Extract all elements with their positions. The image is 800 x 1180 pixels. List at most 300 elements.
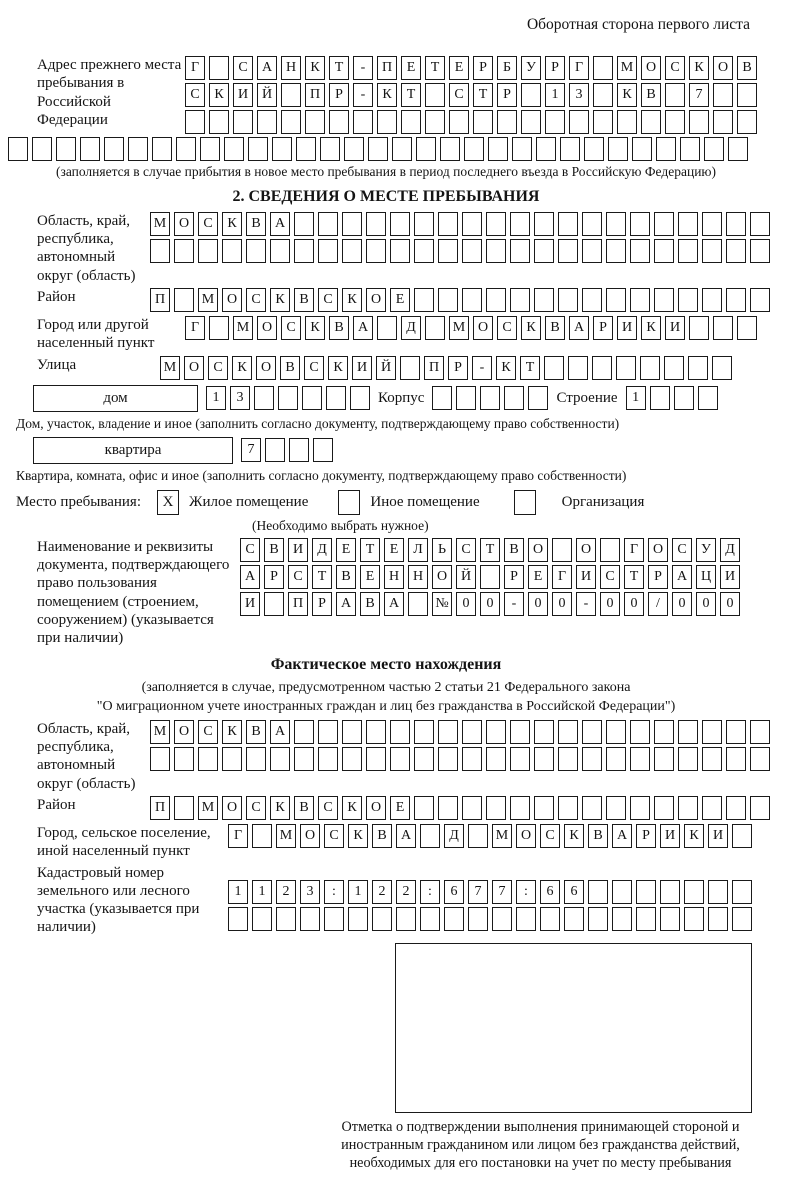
- char-cell: [612, 880, 632, 904]
- char-cell: [512, 137, 532, 161]
- char-cell: [504, 386, 524, 410]
- char-cell: [593, 56, 613, 80]
- actual-location-note-2: "О миграционном учете иностранных граждан и лиц без гражданства в Российской Федерации"): [96, 698, 676, 714]
- char-cell: Б: [497, 56, 517, 80]
- char-cell: [366, 239, 386, 263]
- char-cell: [680, 137, 700, 161]
- char-cell: С: [540, 824, 560, 848]
- char-cell: 6: [564, 880, 584, 904]
- char-cell: [702, 288, 722, 312]
- char-cell: 3: [300, 880, 320, 904]
- document-field: [8, 538, 764, 648]
- char-cell: Д: [720, 538, 740, 562]
- char-cell: [302, 386, 322, 410]
- char-cell: [726, 796, 746, 820]
- char-cell: П: [288, 592, 308, 616]
- char-cell: [150, 239, 170, 263]
- char-cell: [350, 386, 370, 410]
- char-cell: [678, 747, 698, 771]
- option-org-label: Организация: [561, 493, 645, 510]
- checkbox-zhiloe: X: [157, 490, 179, 515]
- char-cell: [702, 239, 722, 263]
- char-cell: [294, 239, 314, 263]
- char-cell: [684, 880, 704, 904]
- char-cell: [462, 747, 482, 771]
- char-cell: [510, 212, 530, 236]
- house-note: Дом, участок, владение и иное (заполнить согласно документу, подтверждающему право собственности): [16, 415, 620, 431]
- char-cell: [305, 110, 325, 134]
- char-cell: В: [545, 316, 565, 340]
- char-cell: С: [233, 56, 253, 80]
- char-cell: Ь: [432, 538, 452, 562]
- char-cell: Р: [636, 824, 656, 848]
- char-cell: [545, 110, 565, 134]
- char-cell: [473, 110, 493, 134]
- char-cell: О: [257, 316, 277, 340]
- char-cell: [582, 239, 602, 263]
- char-cell: [702, 720, 722, 744]
- char-cell: [713, 110, 733, 134]
- char-cell: С: [449, 83, 469, 107]
- char-cell: [708, 880, 728, 904]
- char-cell: [510, 720, 530, 744]
- char-cell: К: [342, 288, 362, 312]
- region-field: [8, 212, 764, 285]
- char-cell: [222, 239, 242, 263]
- char-cell: Р: [648, 565, 668, 589]
- actual-district-label: Район: [37, 797, 76, 813]
- char-cell: [486, 796, 506, 820]
- char-cell: [246, 239, 266, 263]
- char-cell: [486, 239, 506, 263]
- checkbox-org: [514, 490, 536, 515]
- char-cell: [486, 720, 506, 744]
- char-cell: Т: [360, 538, 380, 562]
- char-cell: [233, 110, 253, 134]
- char-cell: 0: [696, 592, 716, 616]
- document-rows: [240, 538, 740, 616]
- char-cell: К: [270, 796, 290, 820]
- char-cell: [558, 796, 578, 820]
- char-cell: В: [294, 796, 314, 820]
- char-cell: [702, 212, 722, 236]
- char-cell: [674, 386, 694, 410]
- char-cell: С: [246, 288, 266, 312]
- house-box: дом: [33, 385, 198, 412]
- char-cell: [558, 212, 578, 236]
- char-cell: [582, 212, 602, 236]
- char-cell: [712, 356, 732, 380]
- char-cell: [664, 356, 684, 380]
- char-cell: [396, 907, 416, 931]
- char-cell: 0: [624, 592, 644, 616]
- char-cell: Г: [185, 316, 205, 340]
- char-cell: К: [684, 824, 704, 848]
- char-cell: М: [150, 212, 170, 236]
- char-cell: [534, 720, 554, 744]
- char-cell: 1: [545, 83, 565, 107]
- char-cell: В: [280, 356, 300, 380]
- char-cell: [265, 438, 285, 462]
- char-cell: 7: [492, 880, 512, 904]
- char-cell: [344, 137, 364, 161]
- char-cell: Г: [228, 824, 248, 848]
- char-cell: [248, 137, 268, 161]
- char-cell: -: [576, 592, 596, 616]
- char-cell: [464, 137, 484, 161]
- char-cell: [534, 212, 554, 236]
- char-cell: [416, 137, 436, 161]
- char-cell: В: [641, 83, 661, 107]
- char-cell: Й: [257, 83, 277, 107]
- char-cell: [732, 880, 752, 904]
- char-cell: 2: [372, 880, 392, 904]
- document-row-2: [240, 565, 740, 589]
- char-cell: И: [288, 538, 308, 562]
- char-cell: [152, 137, 172, 161]
- char-cell: [584, 137, 604, 161]
- char-cell: [414, 796, 434, 820]
- char-cell: С: [281, 316, 301, 340]
- char-cell: В: [246, 212, 266, 236]
- char-cell: В: [504, 538, 524, 562]
- char-cell: [592, 356, 612, 380]
- char-cell: [606, 796, 626, 820]
- stay-type-label: Место пребывания:: [16, 493, 141, 510]
- char-cell: [313, 438, 333, 462]
- char-cell: И: [240, 592, 260, 616]
- char-cell: [390, 239, 410, 263]
- char-cell: [366, 720, 386, 744]
- char-cell: П: [150, 796, 170, 820]
- char-cell: [654, 239, 674, 263]
- char-cell: Г: [185, 56, 205, 80]
- page-corner-note: Оборотная сторона первого листа: [526, 16, 750, 33]
- char-cell: /: [648, 592, 668, 616]
- char-cell: В: [294, 288, 314, 312]
- char-cell: П: [377, 56, 397, 80]
- char-cell: К: [270, 288, 290, 312]
- char-cell: [593, 110, 613, 134]
- char-cell: [678, 288, 698, 312]
- char-cell: [353, 110, 373, 134]
- char-cell: [665, 110, 685, 134]
- char-cell: [582, 288, 602, 312]
- char-cell: [558, 720, 578, 744]
- char-cell: [264, 592, 284, 616]
- char-cell: К: [209, 83, 229, 107]
- char-cell: [56, 137, 76, 161]
- char-cell: Е: [449, 56, 469, 80]
- char-cell: С: [208, 356, 228, 380]
- char-cell: К: [564, 824, 584, 848]
- char-cell: [510, 288, 530, 312]
- char-cell: А: [240, 565, 260, 589]
- char-cell: К: [305, 316, 325, 340]
- char-cell: Т: [329, 56, 349, 80]
- char-cell: О: [174, 720, 194, 744]
- char-cell: [630, 796, 650, 820]
- char-cell: 1: [626, 386, 646, 410]
- char-cell: О: [648, 538, 668, 562]
- char-cell: [510, 239, 530, 263]
- char-cell: -: [504, 592, 524, 616]
- char-cell: [414, 747, 434, 771]
- char-cell: К: [222, 720, 242, 744]
- char-cell: [390, 212, 410, 236]
- char-cell: К: [232, 356, 252, 380]
- char-cell: Р: [497, 83, 517, 107]
- char-cell: С: [497, 316, 517, 340]
- char-cell: М: [276, 824, 296, 848]
- char-cell: [750, 239, 770, 263]
- city-field: [8, 316, 764, 353]
- char-cell: П: [305, 83, 325, 107]
- char-cell: М: [617, 56, 637, 80]
- char-cell: [318, 720, 338, 744]
- char-cell: -: [472, 356, 492, 380]
- char-cell: [534, 796, 554, 820]
- char-cell: [342, 747, 362, 771]
- stamp-box: [395, 943, 752, 1113]
- street-field: [8, 356, 764, 380]
- region-row-2: [150, 239, 770, 263]
- char-cell: [392, 137, 412, 161]
- char-cell: 3: [230, 386, 250, 410]
- char-cell: [510, 796, 530, 820]
- char-cell: [726, 212, 746, 236]
- char-cell: [630, 288, 650, 312]
- char-cell: [660, 880, 680, 904]
- char-cell: [641, 110, 661, 134]
- char-cell: [174, 288, 194, 312]
- stay-type-row: [16, 490, 764, 515]
- cadastral-row-1: [228, 880, 752, 904]
- char-cell: [366, 212, 386, 236]
- prev-address-row-2: [185, 83, 757, 107]
- char-cell: Е: [401, 56, 421, 80]
- char-cell: [492, 907, 512, 931]
- char-cell: Й: [376, 356, 396, 380]
- char-cell: [254, 386, 274, 410]
- char-cell: Н: [281, 56, 301, 80]
- char-cell: [318, 212, 338, 236]
- document-row-1: [240, 538, 740, 562]
- char-cell: №: [432, 592, 452, 616]
- actual-region-field: [8, 720, 764, 793]
- char-cell: [270, 239, 290, 263]
- char-cell: Г: [624, 538, 644, 562]
- char-cell: 7: [241, 438, 261, 462]
- char-cell: [174, 796, 194, 820]
- char-cell: А: [353, 316, 373, 340]
- char-cell: [278, 386, 298, 410]
- char-cell: [377, 316, 397, 340]
- char-cell: Т: [312, 565, 332, 589]
- char-cell: Д: [312, 538, 332, 562]
- char-cell: В: [360, 592, 380, 616]
- char-cell: :: [324, 880, 344, 904]
- char-cell: Т: [520, 356, 540, 380]
- char-cell: [348, 907, 368, 931]
- char-cell: А: [396, 824, 416, 848]
- char-cell: Е: [360, 565, 380, 589]
- char-cell: [281, 83, 301, 107]
- char-cell: К: [328, 356, 348, 380]
- char-cell: Ц: [696, 565, 716, 589]
- char-cell: [678, 796, 698, 820]
- char-cell: Т: [401, 83, 421, 107]
- char-cell: [713, 83, 733, 107]
- char-cell: [272, 137, 292, 161]
- house-line: [33, 385, 764, 412]
- char-cell: [438, 796, 458, 820]
- char-cell: А: [569, 316, 589, 340]
- char-cell: В: [588, 824, 608, 848]
- char-cell: [438, 288, 458, 312]
- char-cell: [678, 239, 698, 263]
- char-cell: [209, 316, 229, 340]
- char-cell: К: [689, 56, 709, 80]
- char-cell: [702, 747, 722, 771]
- char-cell: В: [264, 538, 284, 562]
- char-cell: [726, 288, 746, 312]
- char-cell: С: [288, 565, 308, 589]
- char-cell: [630, 212, 650, 236]
- char-cell: [606, 720, 626, 744]
- char-cell: К: [348, 824, 368, 848]
- char-cell: [488, 137, 508, 161]
- char-cell: С: [324, 824, 344, 848]
- char-cell: [209, 56, 229, 80]
- char-cell: С: [665, 56, 685, 80]
- char-cell: [425, 110, 445, 134]
- char-cell: [630, 747, 650, 771]
- char-cell: 6: [444, 880, 464, 904]
- char-cell: Д: [401, 316, 421, 340]
- actual-region-row-2: [150, 747, 770, 771]
- char-cell: [425, 316, 445, 340]
- char-cell: [150, 747, 170, 771]
- char-cell: [246, 747, 266, 771]
- char-cell: [654, 288, 674, 312]
- char-cell: [372, 907, 392, 931]
- char-cell: Р: [448, 356, 468, 380]
- prev-address-row-1: [185, 56, 757, 80]
- char-cell: [582, 720, 602, 744]
- stroenie-cells: [626, 386, 718, 410]
- char-cell: В: [246, 720, 266, 744]
- district-row: [150, 288, 770, 312]
- char-cell: Р: [329, 83, 349, 107]
- char-cell: [462, 796, 482, 820]
- char-cell: О: [432, 565, 452, 589]
- char-cell: [462, 288, 482, 312]
- char-cell: С: [456, 538, 476, 562]
- char-cell: [732, 907, 752, 931]
- char-cell: [329, 110, 349, 134]
- char-cell: А: [384, 592, 404, 616]
- char-cell: [616, 356, 636, 380]
- document-label: Наименование и реквизиты документа, подтверждающего право пользования помещением (строением, сооружением) (указывается при наличии): [37, 538, 230, 647]
- char-cell: 0: [672, 592, 692, 616]
- char-cell: [617, 110, 637, 134]
- char-cell: О: [576, 538, 596, 562]
- char-cell: В: [329, 316, 349, 340]
- document-row-3: [240, 592, 740, 616]
- cadastral-field: [8, 864, 764, 937]
- char-cell: Р: [264, 565, 284, 589]
- char-cell: А: [270, 212, 290, 236]
- district-field: [8, 288, 764, 312]
- actual-district-row: [150, 796, 770, 820]
- char-cell: [222, 747, 242, 771]
- char-cell: [750, 212, 770, 236]
- char-cell: Е: [390, 796, 410, 820]
- actual-city-field: [8, 824, 764, 861]
- char-cell: 7: [689, 83, 709, 107]
- char-cell: 0: [528, 592, 548, 616]
- char-cell: [600, 538, 620, 562]
- char-cell: О: [473, 316, 493, 340]
- char-cell: И: [720, 565, 740, 589]
- char-cell: К: [222, 212, 242, 236]
- char-cell: [665, 83, 685, 107]
- char-cell: У: [696, 538, 716, 562]
- char-cell: [678, 720, 698, 744]
- char-cell: [281, 110, 301, 134]
- char-cell: [296, 137, 316, 161]
- district-label: Район: [37, 289, 76, 306]
- char-cell: [750, 288, 770, 312]
- char-cell: О: [713, 56, 733, 80]
- char-cell: [276, 907, 296, 931]
- char-cell: 6: [540, 880, 560, 904]
- char-cell: [728, 137, 748, 161]
- char-cell: У: [521, 56, 541, 80]
- char-cell: [400, 356, 420, 380]
- char-cell: [318, 747, 338, 771]
- char-cell: [486, 288, 506, 312]
- house-cells: [206, 386, 370, 410]
- char-cell: 1: [252, 880, 272, 904]
- char-cell: А: [336, 592, 356, 616]
- char-cell: [540, 907, 560, 931]
- char-cell: :: [516, 880, 536, 904]
- char-cell: С: [246, 796, 266, 820]
- char-cell: Д: [444, 824, 464, 848]
- actual-location-note-1: (заполняется в случае, предусмотренном частью 2 статьи 21 Федерального закона: [141, 680, 631, 696]
- cadastral-rows: [228, 880, 752, 931]
- char-cell: [606, 212, 626, 236]
- city-row: [185, 316, 757, 340]
- char-cell: [521, 83, 541, 107]
- char-cell: С: [672, 538, 692, 562]
- char-cell: [510, 747, 530, 771]
- prev-address-rows: [185, 56, 757, 134]
- char-cell: [80, 137, 100, 161]
- prev-address-row-3: [185, 110, 757, 134]
- char-cell: О: [300, 824, 320, 848]
- char-cell: [650, 386, 670, 410]
- char-cell: П: [150, 288, 170, 312]
- char-cell: [366, 747, 386, 771]
- char-cell: [480, 386, 500, 410]
- char-cell: [582, 747, 602, 771]
- char-cell: 2: [276, 880, 296, 904]
- char-cell: 0: [456, 592, 476, 616]
- char-cell: [200, 137, 220, 161]
